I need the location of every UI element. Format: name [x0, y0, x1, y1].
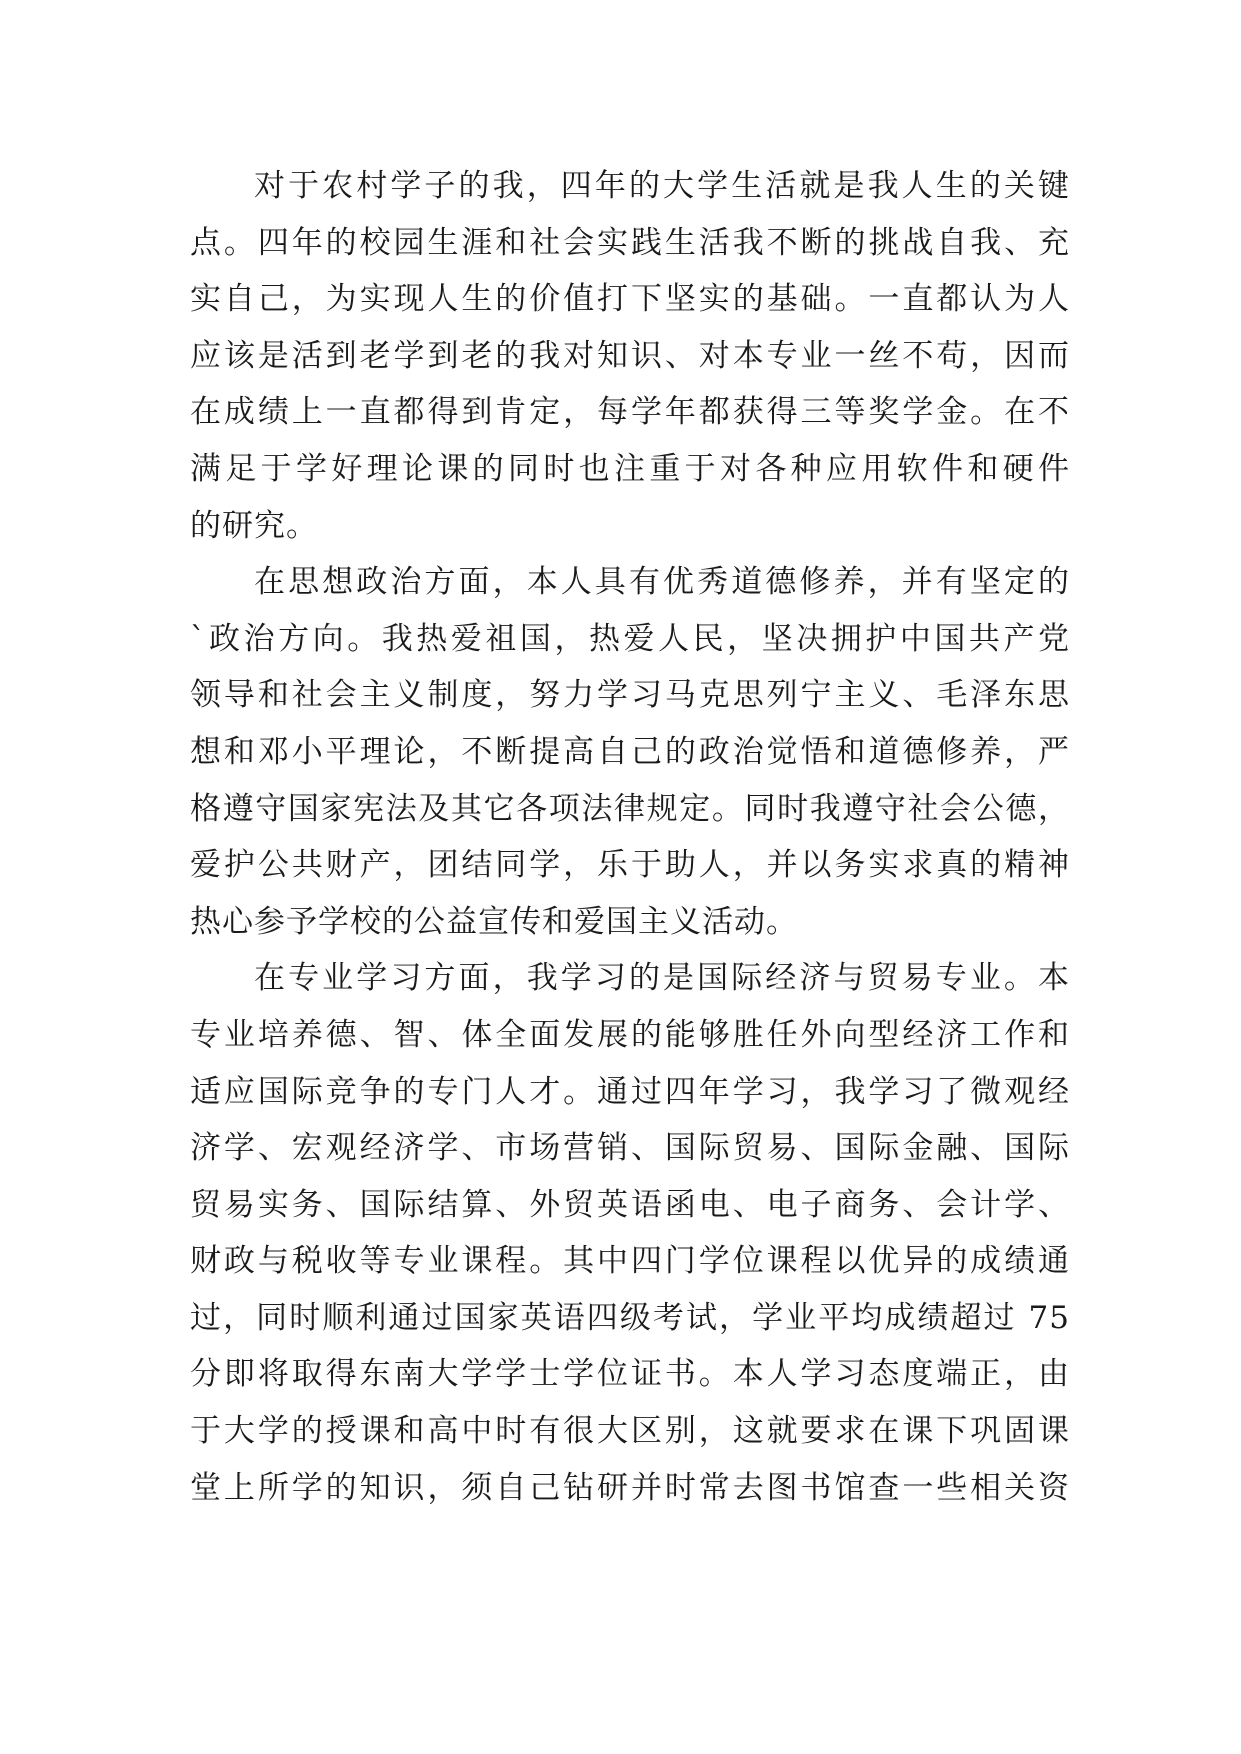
text-line: 分即将取得东南大学学士学位证书。本人学习态度端正，由 [190, 1356, 1070, 1393]
text-line: 财政与税收等专业课程。其中四门学位课程以优异的成绩通 [190, 1243, 1070, 1280]
text-line: 在思想政治方面，本人具有优秀道德修养，并有坚定的 [254, 564, 1070, 601]
text-line: 在成绩上一直都得到肯定，每学年都获得三等奖学金。在不 [190, 394, 1070, 431]
text-line: 应该是活到老学到老的我对知识、对本专业一丝不苟，因而 [190, 337, 1070, 374]
text-line: 领导和社会主义制度，努力学习马克思列宁主义、毛泽东思 [190, 677, 1070, 714]
text-line: 点。四年的校园生涯和社会实践生活我不断的挑战自我、充 [190, 224, 1070, 261]
text-line: 的研究。 [190, 507, 318, 544]
text-line: 对于农村学子的我，四年的大学生活就是我人生的关键 [254, 168, 1070, 204]
text-line: `政治方向。我热爱祖国，热爱人民，坚决拥护中国共产党 [190, 620, 1070, 657]
paragraph [190, 950, 1070, 1516]
text-line: 济学、宏观经济学、市场营销、国际贸易、国际金融、国际 [190, 1130, 1070, 1167]
text-line: 满足于学好理论课的同时也注重于对各种应用软件和硬件 [190, 450, 1070, 487]
paragraph [190, 554, 1070, 950]
paragraph [190, 158, 1070, 554]
text-line: 堂上所学的知识，须自己钻研并时常去图书馆查一些相关资 [190, 1469, 1070, 1506]
document-body [190, 158, 1070, 1516]
text-line: 在专业学习方面，我学习的是国际经济与贸易专业。本 [254, 960, 1070, 997]
text-line: 贸易实务、国际结算、外贸英语函电、电子商务、会计学、 [190, 1186, 1070, 1223]
text-line: 适应国际竞争的专门人才。通过四年学习，我学习了微观经 [190, 1073, 1070, 1110]
text-line: 想和邓小平理论，不断提高自己的政治觉悟和道德修养，严 [190, 733, 1070, 770]
text-line: 格遵守国家宪法及其它各项法律规定。同时我遵守社会公德， [190, 790, 1070, 827]
text-line: 于大学的授课和高中时有很大区别，这就要求在课下巩固课 [190, 1413, 1070, 1450]
text-line: 爱护公共财产，团结同学，乐于助人，并以务实求真的精神 [190, 847, 1070, 884]
text-line: 热心参予学校的公益宣传和爱国主义活动。 [190, 903, 798, 940]
text-line: 实自己，为实现人生的价值打下坚实的基础。一直都认为人 [190, 281, 1070, 318]
text-line: 过，同时顺利通过国家英语四级考试，学业平均成绩超过 75 [190, 1299, 1070, 1336]
text-line: 专业培养德、智、体全面发展的能够胜任外向型经济工作和 [190, 1016, 1070, 1053]
